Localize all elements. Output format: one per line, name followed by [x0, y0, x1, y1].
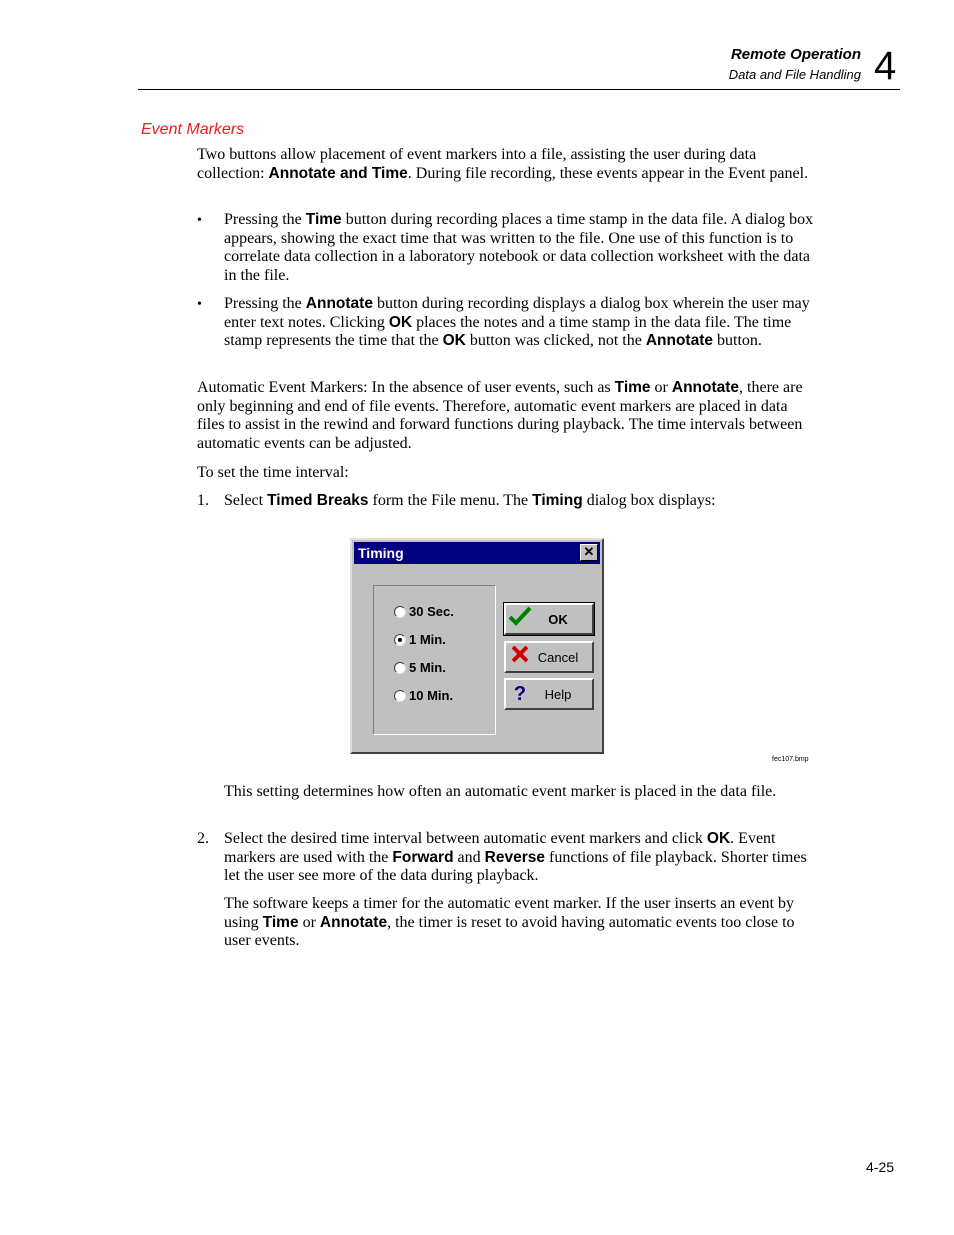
cancel-button[interactable] — [504, 641, 594, 673]
bullet-symbol: • — [197, 213, 202, 228]
running-header-subtitle: Data and File Handling — [728, 67, 861, 82]
header-rule — [138, 89, 900, 90]
radio-button[interactable] — [394, 662, 406, 674]
figure-caption: fec107.bmp — [772, 756, 809, 763]
chapter-number: 4 — [874, 44, 897, 88]
interval-group — [373, 585, 496, 735]
radio-button[interactable] — [394, 690, 406, 702]
set-interval-line: To set the time interval: — [197, 464, 349, 481]
page-number: 4-25 — [866, 1159, 895, 1175]
intro-paragraph: Two buttons allow placement of event markers into a file, assisting the user during data collection: Annotate and Time. During file recording, these events appear in the Event panel. — [197, 146, 809, 182]
ok-label: OK — [548, 611, 568, 627]
step-2-text: Select the desired time interval between automatic event markers and click OK. Event markers are used with the Forward and Reverse functions of file playback. Shorter times let the user see more of the data during playback. — [224, 830, 807, 885]
radio-label: 1 Min. — [409, 632, 446, 647]
help-label: Help — [544, 686, 572, 702]
timer-paragraph: The software keeps a timer for the automatic event marker. If the user inserts an event by using Time or Annotate, the timer is reset to avoid having automatic events too close to user events. — [224, 895, 795, 950]
radio-button-selected[interactable] — [394, 634, 406, 646]
close-icon: ✕ — [583, 544, 595, 559]
dialog-title-bar — [354, 542, 600, 564]
radio-option-30-sec[interactable] — [394, 602, 454, 622]
cancel-label: Cancel — [537, 649, 579, 665]
radio-label: 10 Min. — [409, 688, 454, 703]
automatic-markers-paragraph: Automatic Event Markers: In the absence of user events, such as Time or Annotate, there are only beginning and end of file events. Therefore, automatic event markers are placed in data files to assist in the rewind and forward functions during playback. The time intervals between automatic events can be adjusted. — [197, 379, 803, 453]
bullet-symbol: • — [197, 297, 202, 312]
checkmark-icon — [506, 606, 534, 632]
radio-label: 5 Min. — [409, 660, 446, 675]
section-title: Event Markers — [141, 121, 245, 138]
close-button[interactable] — [580, 544, 598, 561]
radio-option-1-min[interactable] — [394, 630, 446, 650]
bullet-item-time: Pressing the Time button during recording places a time stamp in the data file. A dialog box appears, showing the exact time that was written to the file. One use of this function is to correlate data collection in a laboratory notebook or data collection worksheet with the data in the file. — [224, 211, 814, 285]
step-1-text: Select Timed Breaks form the File menu. The Timing dialog box displays: — [224, 492, 716, 509]
step-number: 1. — [197, 492, 209, 509]
running-header-title: Remote Operation — [730, 46, 861, 63]
timing-dialog — [350, 538, 604, 754]
question-icon: ? — [513, 682, 527, 705]
bullet-item-annotate: Pressing the Annotate button during recording displays a dialog box wherein the user may enter text notes. Clicking OK places the notes and a time stamp in the data file. The time stamp represents the time that the OK button was clicked, not the Annotate button. — [224, 295, 810, 350]
ok-button[interactable] — [504, 603, 594, 635]
dialog-title: Timing — [358, 545, 404, 561]
radio-option-5-min[interactable] — [394, 658, 446, 678]
radio-option-10-min[interactable] — [394, 686, 453, 706]
radio-label: 30 Sec. — [409, 604, 454, 619]
setting-paragraph: This setting determines how often an automatic event marker is placed in the data file. — [224, 783, 777, 800]
x-icon — [506, 644, 534, 670]
radio-button[interactable] — [394, 606, 406, 618]
help-button[interactable] — [504, 678, 594, 710]
step-number: 2. — [197, 830, 209, 847]
